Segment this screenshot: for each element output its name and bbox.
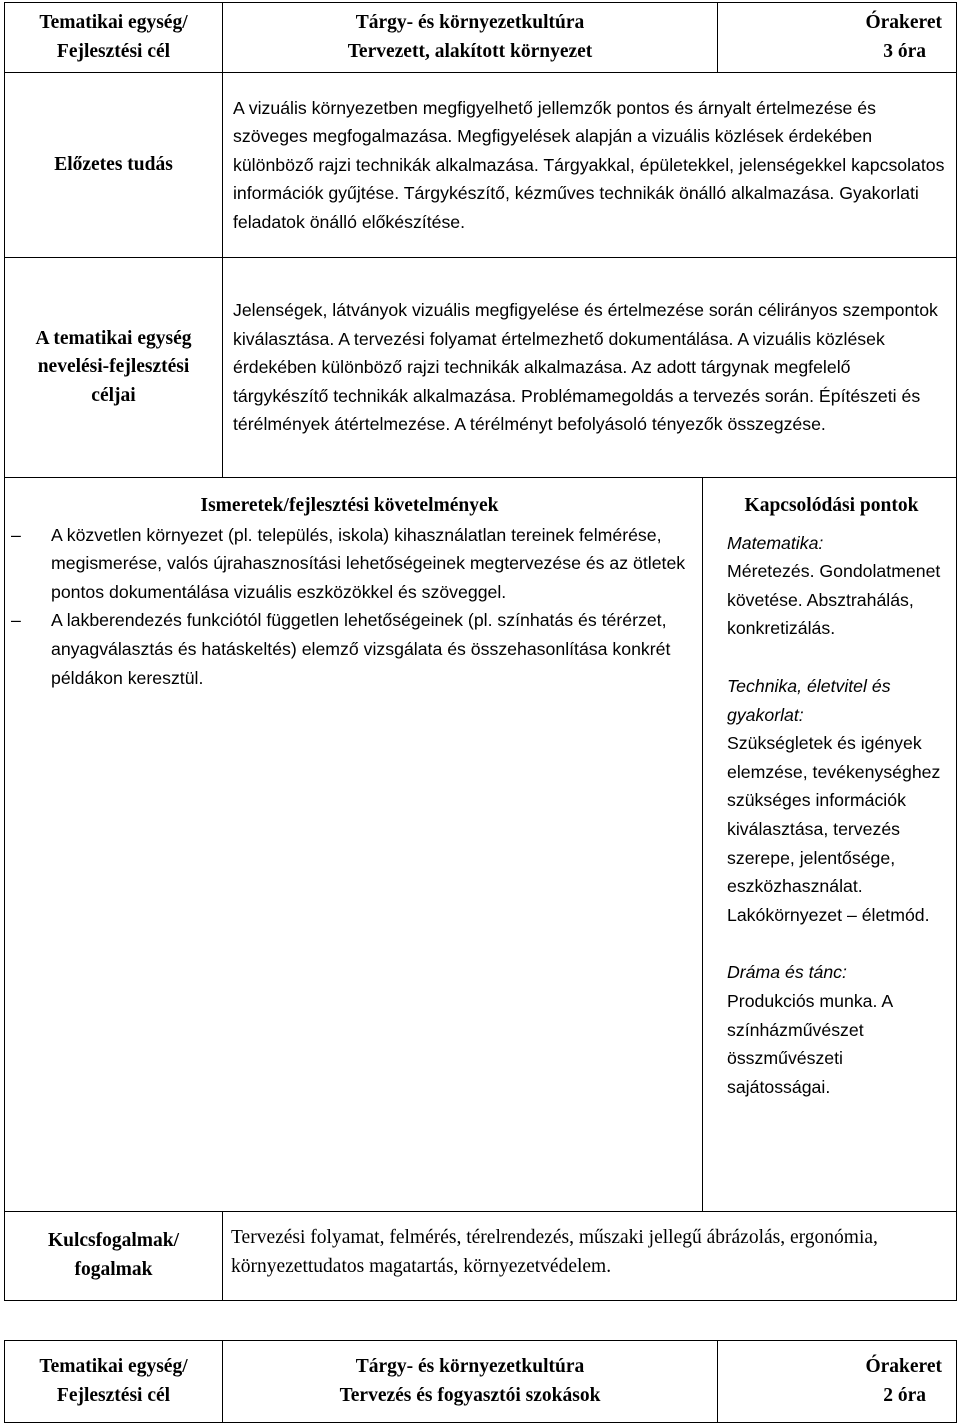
keywords-label-line1: Kulcsfogalmak/ [47, 1230, 180, 1252]
spacer [727, 643, 948, 672]
table-header-row [5, 1341, 957, 1423]
connections-list [715, 529, 948, 1102]
goals-label-line2: nevelési-fejlesztési [37, 356, 190, 378]
connection-subject-technology: Technika, életvitel és gyakorlat: [727, 675, 891, 725]
header-hours-label: Órakeret [865, 1355, 942, 1377]
header-topic-line1: Tematikai egység/ [39, 1355, 188, 1377]
header-hours-value: 2 óra [883, 1384, 926, 1406]
goals-text [223, 258, 957, 478]
prior-knowledge-row [5, 73, 957, 258]
dash-bullet-icon: – [11, 524, 21, 545]
keywords-label [5, 1212, 223, 1301]
header-subject-line2: Tervezett, alakított környezet [347, 40, 593, 62]
requirement-text: A lakberendezés funkciótól független lehetőségeinek (pl. színhatás és térérzet, anyagválasztás és hatáskeltés) elemző vizsgálata és összehasonlítása konkrét példákon keresztül. [51, 610, 671, 688]
header-topic-line2: Fejlesztési cél [56, 1384, 171, 1406]
keywords-label-line2: fogalmak [74, 1259, 153, 1280]
prior-knowledge-paragraph: A vizuális környezetben megfigyelhető jellemzők pontos és árnyalt értelmezése és szöveges megfogalmazása. Megfigyelések alapján a vizuális közlések érdekében különböző rajzi technikák alkalmazása. Tárgyakkal, épületekkel, jelenségekkel kapcsolatos információk gyűjtése. Tárgykészítő, kézműves technikák önálló alkalmazása. Gyakorlati feladatok önálló előkészítése. [233, 97, 945, 232]
header-subject-line2: Tervezés és fogyasztói szokások [339, 1384, 601, 1406]
header-topic-unit [5, 1341, 223, 1423]
connection-text-math: Méretezés. Gondolatmenet követése. Absztrahálás, konkretizálás. [727, 561, 941, 639]
dash-bullet-icon: – [11, 610, 21, 631]
header-subject-line1: Tárgy- és környezetkultúra [355, 1355, 585, 1377]
requirement-item [5, 606, 694, 692]
prior-knowledge-text [223, 73, 957, 258]
keywords-row [5, 1212, 957, 1301]
requirements-list [5, 521, 694, 693]
requirements-heading: Ismeretek/fejlesztési követelmények [200, 495, 499, 516]
connection-subject-math: Matematika: [727, 532, 824, 553]
content-row [5, 478, 957, 1212]
spacer [727, 929, 948, 958]
header-subject-line1: Tárgy- és környezetkultúra [355, 11, 585, 33]
prior-knowledge-label: Előzetes tudás [5, 73, 223, 258]
requirement-text: A közvetlen környezet (pl. település, iskola) kihasználatlan tereinek felmérése, megismerése, valós újrahasznosítási lehetőségeinek megtervezése és az ötletek pontos dokumentálása vizuális eszközökkel és szöveggel. [51, 524, 686, 602]
keywords-paragraph: Tervezési folyamat, felmérés, térelrendezés, műszaki jellegű ábrázolás, ergonómia, környezettudatos magatartás, környezetvédelem. [231, 1227, 878, 1277]
header-hours [718, 1341, 957, 1423]
header-subject [223, 1341, 718, 1423]
header-subject [223, 3, 718, 73]
table-header-row [5, 3, 957, 73]
goals-label-line1: A tematikai egység [35, 327, 192, 349]
connection-subject-drama: Dráma és tánc: [727, 962, 847, 983]
header-hours-value: 3 óra [883, 40, 927, 62]
header-topic-line2: Fejlesztési cél [56, 40, 171, 62]
goals-row [5, 258, 957, 478]
goals-label-line3: céljai [91, 384, 136, 406]
header-hours-label: Órakeret [865, 11, 943, 33]
topic-table-next [4, 1340, 957, 1423]
goals-paragraph: Jelenségek, látványok vizuális megfigyelése és értelmezése során célirányos szempontok kiválasztása. A tervezési folyamat értelmezhető dokumentálása. A vizuális közlések érdekében különböző rajzi technikák alkalmazása. Az adott tárgynak megfelelő tárgykészítő technikák alkalmazása. Problémamegoldás a tervezés során. Építészeti és térélmények átértelmezése. A térélményt befolyásoló tényezők összegzése. [233, 300, 938, 435]
requirements-cell [5, 478, 703, 1212]
header-topic-unit [5, 3, 223, 73]
header-topic-line1: Tematikai egység/ [39, 11, 188, 33]
connections-heading: Kapcsolódási pontok [744, 495, 919, 516]
requirement-item [5, 521, 694, 607]
header-hours [718, 3, 957, 73]
keywords-text [223, 1212, 957, 1301]
topic-table [4, 2, 957, 1301]
connection-text-drama: Produkciós munka. A színházművészet összművészeti sajátosságai. [727, 990, 893, 1097]
connections-cell [703, 478, 957, 1212]
connection-text-technology: Szükségletek és igények elemzése, tevékenységhez szükséges információk kiválasztása, tervezés szerepe, jelentősége, eszközhasználat. Lakókörnyezet – életmód. [727, 733, 941, 925]
goals-label [5, 258, 223, 478]
